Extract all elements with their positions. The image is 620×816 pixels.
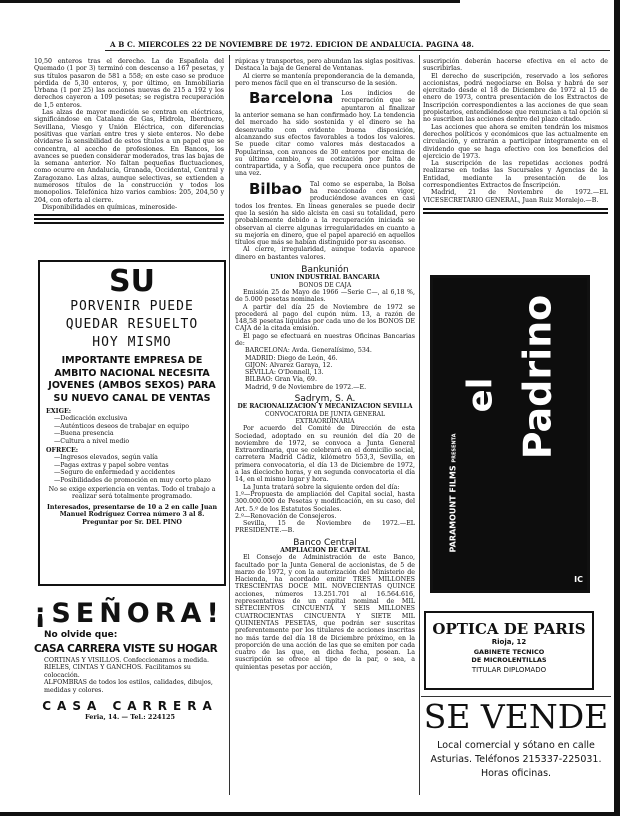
ad-name: OPTICA DE PARIS [432, 620, 586, 638]
paragraph: rúpicas y transportes, pero abundan las siglas positivas. Destaca la baja de General de Ventanas. [235, 58, 415, 73]
paragraph: Los indicios de recuperación que se apuntaron al finalizar la anterior semana se han confirmado hoy. La tendencia del mercado ha sido sostenida y el dinero se ha desenvuelto con evidente buena disposición, alcanzando sus efectos favorables a todos los valores. Se puede citar como valores más destacados a Popularinsa, con avances de 30 enteros por encima de su último cambio, y su cotización por falta de contrapartida, y a Sofía, que recupera once puntos de una vez. [235, 90, 415, 178]
list-item: CORTINAS Y VISILLOS. Confeccionamos a medida. [44, 657, 209, 664]
paragraph: Las alzas de mayor medición se centran en eléctricas, significándose en Catalana de Gas, Hidrola, Iberduero, Sevillana, Viesgo y Unión Eléctrica, con diferencias positivas que varían entre tres y siete enteros. No debe olvidarse la sensibilidad de estos títulos a un papel que se concentra, al acecho de profesiones. En Bancos, los avances se pueden considerar moderados, tras las bajas de la semana anterior. No faltan pequeñas fluctuaciones, como ocurre en Andalucía, Granada, Occidental, Central y Zaragozano. Las alzas, aunque selectivas, se extienden a numerosos títulos de la construcción y todos los monopolios. Telefónica hizo varios cambios: 205, 204,50 y 204, con oferta al cierre. [34, 109, 224, 204]
header-rule [105, 50, 610, 51]
paragraph: Madrid, 21 de Noviembre de 1972.—EL VICESECRETARIO GENERAL, Juan Ruiz Moralejo.—B. [423, 189, 608, 204]
se-vende-ad [421, 696, 611, 781]
paragraph: Emisión 25 de Mayo de 1966 —Serie C—, al 6,18 %, de 5.000 pesetas nominales. [235, 288, 415, 304]
list-item: —Buena presencia [54, 430, 114, 438]
rating-badge: IC [574, 575, 583, 584]
list-item: —Auténticos deseos de trabajar en equipo [54, 422, 190, 430]
column-2 [235, 58, 415, 671]
paragraph: Las acciones que ahora se emiten tendrán los mismos derechos políticos y económicos que las actualmente en circulación, y entrarán a participar íntegramente en el dividendo que se haga efectivo con los beneficios del ejercicio de 1973. [423, 123, 608, 160]
ad-line: TITULAR DIPLOMADO [471, 666, 547, 674]
ad-su: SU [109, 264, 155, 299]
bilbao-heading: Bilbao [249, 179, 302, 198]
bottom-border [0, 812, 620, 816]
column-3 [423, 58, 608, 216]
paragraph: A partir del día 25 de Noviembre de 1972 se procederá al pago del cupón núm. 13, a razón de 148,58 pesetas líquidas por cada uno de los BONOS DE CAJA de la citada emisión. [235, 303, 415, 333]
paragraph: El Consejo de Administración de este Banco, facultado por la Junta General de accionistas, de 5 de marzo de 1972, y con la autorización del Ministerio de Hacienda, ha acordado emitir TRES MILLONES TRESCIENTAS DOCE MIL NOVECIENTAS QUINCE acciones, números 13.251.701 al 16.564.616, representativas de un capital nominal de MIL SETECIENTOS CINCUENTA Y SEIS MILLONES CUATROCIENTAS CINCUENTA Y SIETE MIL QUINIENTAS PESETAS, que podrán ser suscritas preferentemente por los titulares de acciones inscritas no más tarde del día 18 de Diciembre próximo, en la proporción de una acción de las que se emiten por cada cuatro de las que, en dicha fecha, posean. La suscripción se ofrece al tipo de la par, o sea, a quinientas pesetas por acción, [235, 554, 415, 671]
office-item: MADRID: Diego de León, 46. [245, 354, 338, 362]
list-item: RIELES, CINTAS Y GANCHOS. Facilitamos su colocación. [44, 664, 191, 679]
section-rules [34, 214, 224, 224]
ad-slogan: CASA CARRERA VISTE SU HOGAR [34, 643, 218, 655]
ad-subtitle: No olvide que: [44, 630, 118, 640]
page-header: A B C. MIERCOLES 22 DE NOVIEMBRE DE 1972. EDICION DE ANDALUCIA. PAGINA 48. [110, 40, 475, 49]
list-item: —Pagas extras y papel sobre ventas [54, 461, 169, 469]
exige-label: EXIGE: [46, 408, 72, 415]
bankunion-title: Bankunión [301, 265, 349, 276]
signature: Madrid, 9 de Noviembre de 1972.—E. [245, 383, 367, 391]
optica-ad [424, 611, 594, 690]
right-border [614, 0, 620, 816]
ad-line: HOY MISMO [92, 335, 172, 350]
column-divider [229, 55, 230, 795]
ad-subtitle: IMPORTANTE EMPRESA DE AMBITO NACIONAL NECESITA JOVENES (AMBOS SEXOS) PARA SU NUEVO CANAL DE VENTAS [48, 355, 216, 404]
list-item: —Ingresos elevados, según valía [54, 454, 158, 462]
top-border [0, 0, 460, 3]
paragraph: La suscripción de las repetidas acciones podrá realizarse en todas las Sucursales y Agencias de la Entidad, mediante la presentación de los correspondientes Extractos de Inscripción. [423, 160, 608, 190]
office-item: SEVILLA: O'Donnell, 13. [245, 369, 324, 377]
notice-subtitle: DE RACIONALIZACION Y MECANIZACION SEVILLA [237, 403, 413, 411]
paragraph: La Junta tratará sobre la siguiente orden del día: [243, 483, 400, 491]
agenda-item: 2.º—Renovación de Consejeros. [235, 512, 337, 520]
list-item: —Seguro de enfermedad y accidentes [54, 469, 176, 477]
paragraph: El pago se efectuará en nuestras Oficinas Bancarias de: [235, 332, 415, 347]
office-item: BILBAO: Gran Vía, 69. [245, 376, 317, 384]
list-item: —Cultura a nivel medio [54, 437, 130, 445]
ad-line: PORVENIR PUEDE [70, 299, 194, 314]
ad-line: DE MICROLENTILLAS [471, 656, 547, 664]
list-item: —Dedicación exclusiva [54, 415, 128, 423]
film-title-el: el [460, 377, 501, 413]
job-ad [38, 260, 226, 586]
paragraph: Disponibilidades en químicas, mineroside- [42, 203, 178, 211]
banco-central-title: Banco Central [293, 537, 357, 548]
ofrece-label: OFRECE: [46, 447, 79, 455]
presents-label: PRESENTA [451, 433, 458, 463]
office-item: BARCELONA: Avda. Generalísimo, 534. [245, 347, 372, 355]
list-item: ALFOMBRAS de todos los estilos, calidades, dibujos, medidas y colores. [44, 679, 213, 694]
ad-text: Local comercial y sótano en calle Asturias. Teléfonos 215337-225031. Horas oficinas. [430, 740, 602, 779]
ad-contact: Interesados, presentarse de 10 a 2 en calle Juan Manuel Rodríguez Correa número 3 al 8. Preguntar por Sr. DEL PINO [46, 503, 218, 526]
notice-subtitle: UNION INDUSTRIAL BANCARIA [270, 274, 380, 282]
senora-ad [34, 598, 226, 721]
notice-subtitle: AMPLIACION DE CAPITAL [280, 547, 370, 554]
ad-address: Rioja, 12 [491, 638, 527, 646]
notice-subtitle: CONVOCATORIA DE JUNTA GENERAL EXTRAORDINARIA [265, 410, 385, 425]
paragraph: Tal como se esperaba, la Bolsa ha reaccionado con vigor, produciéndose avances en casi todos los frentes. En líneas generales se puede decir que la sesión ha sido alcista en casi su totalidad, pero probablemente debido a la recuperación iniciada se observan al cierre algunas irregularidades en cuanto a su mejoría en dinero, que el papel apareció en aquellos títulos que más se habían distinguido por su ascenso. [235, 180, 415, 247]
ad-address: Feria, 14. — Tel.: 224125 [84, 713, 176, 722]
paragraph: suscripción deberán hacerse efectiva en el acto de suscribirlas. [423, 58, 608, 73]
ad-name: CASA CARRERA [42, 699, 218, 714]
paragraph: 10,50 enteros tras el derecho. La de Española del Quemado (1 por 3) terminó con descenso a 167 pesetas, y sus títulos pasaron de 581 a 558; en este caso se produce pérdida de 5,30 enteros, y, por último, en Inmobiliaria Urbana (1 por 25) las acciones nuevas de 215 a 192 y los derechos cayeron a 109 pesetas; se registra recuperación de 1,5 enteros. [34, 58, 224, 109]
market-article-continued [34, 58, 224, 226]
el-padrino-ad [430, 275, 590, 593]
paragraph: El derecho de suscripción, reservado a los señores accionistas, podrá negociarse en Bolsa y habrá de ser ejercitado desde el 18 de Diciembre de 1972 al 15 de enero de 1973, contra presentación de los Extractos de Inscripción correspondientes a las acciones de que sean propietarios, entendiéndose que renuncian a tal opción si no suscriben las acciones dentro del plazo citado. [423, 72, 608, 124]
barcelona-heading: Barcelona [249, 89, 334, 108]
paragraph: Al cierre se mantenía preponderancia de la demanda, pero menos fácil que en el transcurso de la sesión. [235, 72, 415, 87]
notice-subtitle: BONOS DE CAJA [298, 281, 352, 289]
signature: Sevilla, 15 de Noviembre de 1972.—EL PRESIDENTE.—B. [235, 520, 415, 535]
film-title-padrino: Padrino [515, 294, 560, 460]
ad-line: GABINETE TECNICO [473, 648, 545, 656]
column-divider [419, 55, 420, 795]
agenda-item: 1.º—Propuesta de ampliación del Capital social, hasta 300.000.000 de Pesetas y modificación, en su caso, del Art. 5.º de los Estatutos Sociales. [235, 490, 415, 513]
ad-line: QUEDAR RESUELTO [65, 317, 199, 332]
ad-title: ¡SEÑORA! [34, 598, 224, 629]
studio-label: PARAMOUNT FILMS [448, 465, 458, 553]
paragraph: Por acuerdo del Comité de Dirección de esta Sociedad, adoptado en su reunión del día 20 de noviembre de 1972, se convoca a Junta General Extraordinaria, que se celebrará en el domicilio social, carretera Madrid Cádiz, kilómetro 553,3, Sevilla, en primera convocatoria, el día 13 de Diciembre de 1972, a las dieciocho horas, y en segunda convocatoria el día 14, en el mismo lugar y hora. [235, 425, 415, 484]
ad-note: No se exige experiencia en ventas. Todo el trabajo a realizar será totalmente programado. [48, 486, 216, 501]
paragraph: Al cierre, irregularidad, aunque todavía aparece dinero en bastantes valores. [235, 246, 415, 261]
ad-title: SE VENDE [421, 696, 611, 735]
office-item: GIJON: Alvarez Garaya, 12. [245, 361, 333, 369]
sadrym-title: Sadrym, S. A. [294, 394, 356, 405]
section-rules [423, 208, 608, 214]
list-item: —Posibilidades de promoción en muy corto plazo [54, 476, 211, 484]
studio-name [449, 393, 458, 553]
